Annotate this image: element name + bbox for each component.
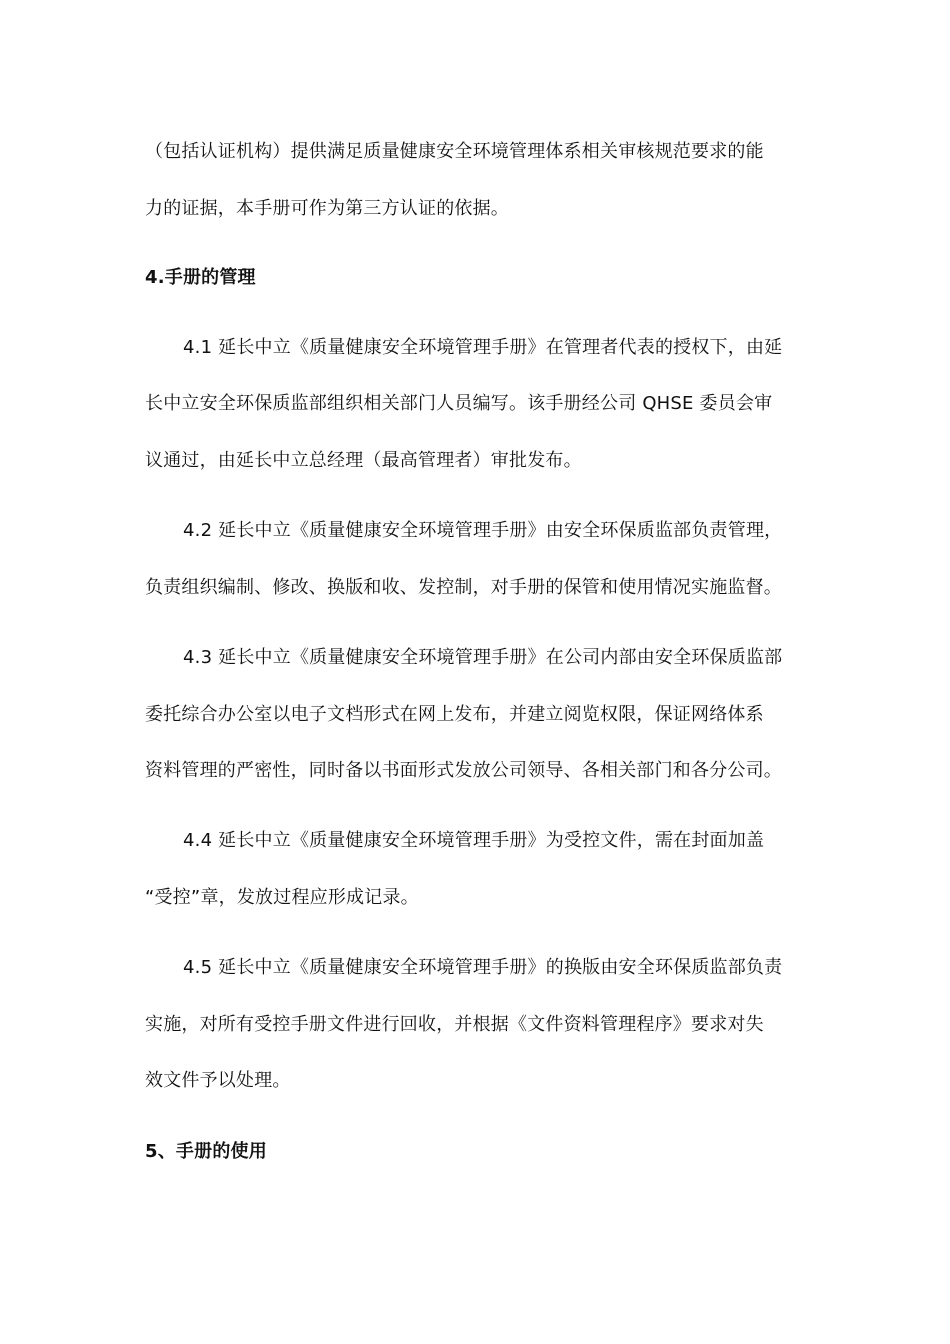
clause-4-5-line-2: 实施，对所有受控手册文件进行回收，并根据《文件资料管理程序》要求对失 xyxy=(145,1014,764,1035)
clause-4-1-line-1: 4.1 延长中立《质量健康安全环境管理手册》在管理者代表的授权下，由延 xyxy=(183,337,783,358)
clause-4-5-line-1: 4.5 延长中立《质量健康安全环境管理手册》的换版由安全环保质监部负责 xyxy=(183,957,783,978)
clause-4-3-line-2: 委托综合办公室以电子文档形式在网上发布，并建立阅览权限，保证网络体系 xyxy=(145,704,764,725)
paragraph-continuation-line-1: （包括认证机构）提供满足质量健康安全环境管理体系相关审核规范要求的能 xyxy=(145,141,764,162)
clause-4-4-line-1: 4.4 延长中立《质量健康安全环境管理手册》为受控文件，需在封面加盖 xyxy=(183,830,765,851)
clause-4-3-line-1: 4.3 延长中立《质量健康安全环境管理手册》在公司内部由安全环保质监部 xyxy=(183,647,783,668)
section-heading-4: 4.手册的管理 xyxy=(145,267,256,288)
clause-4-2-line-2: 负责组织编制、修改、换版和收、发控制，对手册的保管和使用情况实施监督。 xyxy=(145,577,782,598)
clause-4-3-line-3: 资料管理的严密性，同时备以书面形式发放公司领导、各相关部门和各分公司。 xyxy=(145,760,782,781)
clause-4-5-line-3: 效文件予以处理。 xyxy=(145,1070,291,1091)
section-heading-5: 5、手册的使用 xyxy=(145,1141,267,1162)
clause-4-4-line-2: “受控”章，发放过程应形成记录。 xyxy=(145,887,419,908)
clause-4-2-line-1: 4.2 延长中立《质量健康安全环境管理手册》由安全环保质监部负责管理， xyxy=(183,520,783,541)
clause-4-1-line-3: 议通过，由延长中立总经理（最高管理者）审批发布。 xyxy=(145,450,582,471)
clause-4-1-line-2: 长中立安全环保质监部组织相关部门人员编写。该手册经公司 QHSE 委员会审 xyxy=(145,393,773,414)
paragraph-continuation-line-2: 力的证据，本手册可作为第三方认证的依据。 xyxy=(145,198,509,219)
